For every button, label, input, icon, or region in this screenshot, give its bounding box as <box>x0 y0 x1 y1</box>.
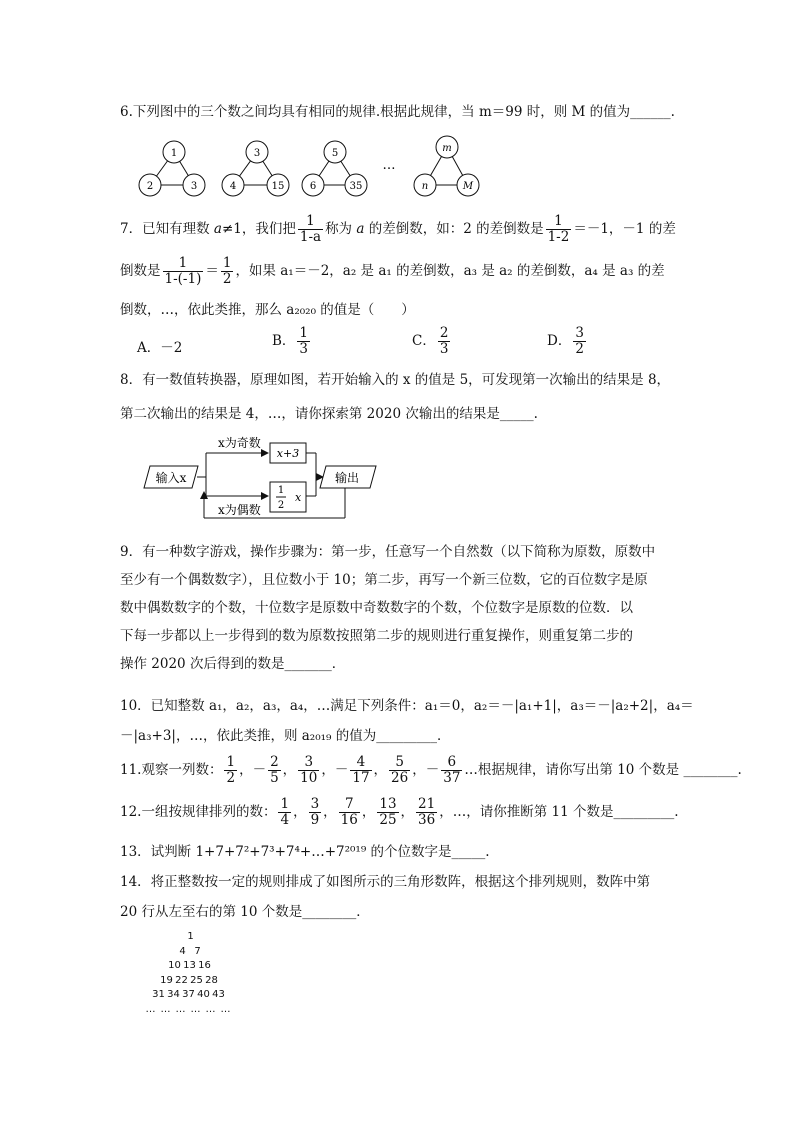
q7-var-a: a <box>213 221 222 237</box>
question-14-line-2: 20 行从左至右的第 10 个数是________． <box>120 904 370 920</box>
q7-option-d: D． $\frac{3}{2}$ <box>547 325 584 357</box>
question-13: 13．试判断 1+7+7²+7³+7⁴+…+7²⁰¹⁹ 的个位数字是_____. <box>120 844 490 860</box>
question-7-line-3 <box>120 300 680 320</box>
tri1-right: 3 <box>190 181 198 192</box>
q11-fraction-1: $\frac{1}{2}$ <box>226 754 236 786</box>
question-8-line-2: 第二次输出的结果是 4，…，请你探索第 2020 次输出的结果是_____. <box>120 406 538 422</box>
triangle-row-6: … … … … … … <box>145 1003 231 1015</box>
triangle-1 <box>139 141 205 196</box>
question-12: 12.一组按规律排列的数： $\frac{1}{4}$ ， $\frac{3}{9}$ ， $\frac{7}{16}$ ， $\frac{13}{25}$ ， $\frac{21}{36}$ ，…，请你推断第 11 个数是_________. <box>120 796 679 828</box>
q12-fraction-5: $\frac{21}{36}$ <box>418 796 436 828</box>
triangle-row-2: 4 7 <box>179 945 201 957</box>
triangle-4 <box>414 136 479 196</box>
triangle-row-1: 1 <box>187 931 194 942</box>
q7-var-a-2: a <box>356 221 365 237</box>
question-10-line-1: 10．已知整数 a₁，a₂，a₃，a₄，…满足下列条件：a₁＝0，a₂＝－|a₁+1|，a₃＝－|a₂+2|，a₄＝ <box>120 698 694 714</box>
question-6 <box>120 102 680 122</box>
tri2-top: 3 <box>253 148 261 159</box>
triangle-3 <box>302 141 367 196</box>
q11-fraction-4: $\frac{4}{17}$ <box>352 754 370 786</box>
odd-label: x为奇数 <box>218 436 261 450</box>
output-label: 输出 <box>334 471 360 485</box>
half-den: 2 <box>277 500 285 511</box>
question-11: 11.观察一列数： $\frac{1}{2}$ ，－ $\frac{2}{5}$ ， $\frac{3}{10}$ ，－ $\frac{4}{17}$ ， $\frac{5}{26}$ ，－ $\frac{6}{37}$ …根据规律，请你写出第 10 个数是 ________. <box>120 754 742 786</box>
tri2-right: 15 <box>271 181 285 192</box>
q7-text-b: ≠1，我们把 <box>221 221 296 237</box>
q9-line-1: 9．有一种数字游戏，操作步骤为：第一步，任意写一个自然数（以下简称为原数，原数中 <box>120 544 656 560</box>
question-6-text: 6.下列图中的三个数之间均具有相同的规律.根据此规律，当 m＝99 时，则 M 的值为______. <box>120 104 675 120</box>
plus3-label: x+3 <box>276 447 300 460</box>
q7-text-e: ＝－1，－1 的差 <box>573 221 676 237</box>
tri3-top: 5 <box>331 148 339 159</box>
tri1-left: 2 <box>146 181 154 192</box>
question-7-line-2 <box>120 256 680 287</box>
triangles-ellipsis: … <box>382 158 396 173</box>
q7-example-fraction-1: $\frac{1}{1-2}$ <box>547 213 570 245</box>
tri4-right: M <box>462 181 474 192</box>
input-label: 输入x <box>155 471 187 485</box>
q11-fraction-6: $\frac{6}{37}$ <box>443 754 461 786</box>
q11-fraction-2: $\frac{2}{5}$ <box>270 754 279 786</box>
q12-fraction-2: $\frac{3}{9}$ <box>310 796 320 828</box>
question-8-line-1: 8．有一数值转换器，原理如图，若开始输入的 x 的值是 5，可发现第一次输出的结果是 8， <box>120 372 671 388</box>
q7-option-b: B． $\frac{1}{3}$ <box>272 325 309 357</box>
q7-option-c: C． $\frac{2}{3}$ <box>412 325 449 357</box>
tri2-left: 4 <box>229 181 237 192</box>
tri3-right: 35 <box>349 181 363 192</box>
q7-text-g: ＝ <box>205 263 219 279</box>
question-14-line-1: 14．将正整数按一定的规则排成了如图所示的三角形数阵，根据这个排列规则，数阵中第 <box>120 874 651 890</box>
triangle-row-5: 31 34 37 40 43 <box>152 989 225 1000</box>
q7-text-a: 7．已知有理数 <box>120 221 214 237</box>
q12-fraction-4: $\frac{13}{25}$ <box>379 796 397 828</box>
q12-fraction-3: $\frac{7}{16}$ <box>340 796 358 828</box>
q9-line-2: 至少有一个偶数数字），且位数小于 10；第二步，再写一个新三位数，它的百位数字是原 <box>120 572 648 588</box>
q7-text-f: 倒数是 <box>120 263 161 279</box>
triangle-2 <box>222 141 289 196</box>
q7-text-i: 倒数，…，依此类推，那么 a₂₀₂₀ 的值是（ ） <box>120 302 415 318</box>
even-label: x为偶数 <box>218 503 261 517</box>
tri4-top: m <box>442 143 452 154</box>
question-9 <box>120 538 680 678</box>
q7-def-fraction: $\frac{1}{1-a}$ <box>299 213 322 245</box>
triangle-row-3: 10 13 16 <box>168 960 211 971</box>
q7-text-h: ，如果 a₁＝－2，a₂ 是 a₁ 的差倒数，a₃ 是 a₂ 的差倒数，a₄ 是 a₃ 的差 <box>235 263 665 279</box>
half-var: x <box>295 491 302 504</box>
q9-line-4: 下每一步都以上一步得到的数为原数按照第二步的规则进行重复操作，则重复第二步的 <box>120 628 633 644</box>
q7-example-fraction-2: $\frac{1}{1-(-1)}$ <box>164 255 202 287</box>
q9-line-5: 操作 2020 次后得到的数是_______． <box>120 656 346 672</box>
q7-text-d: 的差倒数，如：2 的差倒数是 <box>364 221 544 237</box>
q12-fraction-1: $\frac{1}{4}$ <box>280 796 290 828</box>
q11-fraction-3: $\frac{3}{10}$ <box>300 754 318 786</box>
q6-triangle-diagrams <box>130 135 490 207</box>
tri3-left: 6 <box>309 181 317 192</box>
triangle-row-4: 19 22 25 28 <box>160 974 218 986</box>
question-10-line-2: －|a₃+3|，…，依此类推，则 a₂₀₁₉ 的值为_________． <box>120 728 451 744</box>
q7-text-c: 称为 <box>325 221 357 237</box>
q8-converter-flowchart <box>140 432 380 524</box>
question-7-line-1 <box>120 214 680 245</box>
half-num: 1 <box>277 485 285 496</box>
q7-example-fraction-3: $\frac{1}{2}$ <box>222 255 232 287</box>
q11-fraction-5: $\frac{5}{26}$ <box>391 754 409 786</box>
q7-option-a: A．－2 <box>137 340 183 356</box>
q9-line-3: 数中偶数数字的个数，十位数字是原数中奇数数字的个数，个位数字是原数的位数．以 <box>120 600 633 616</box>
tri4-left: n <box>421 181 429 192</box>
tri1-top: 1 <box>170 148 178 159</box>
